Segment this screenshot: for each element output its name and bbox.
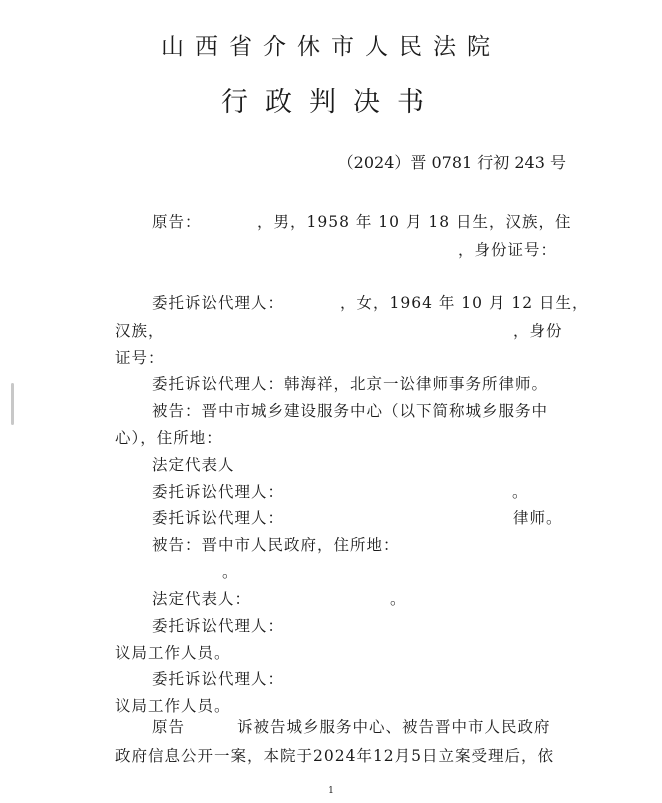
plaintiff-info: ，男，1958 年 10 月 18 日生，汉族，住 (257, 213, 572, 231)
page-number: 1 (328, 786, 334, 796)
defendant2-rep-end: 。 (390, 590, 407, 608)
case-summary-start: 原告 (152, 718, 186, 736)
defendant1-agent1-end: 。 (512, 483, 529, 501)
defendant2-rep-label: 法定代表人： (152, 590, 252, 608)
defendant1-address: 心），住所地： (115, 429, 223, 447)
defendant2-line: 被告：晋中市人民政府，住所地： (152, 536, 400, 554)
agent1-label: 委托诉讼代理人： (152, 294, 285, 312)
defendant2-agent2-role: 议局工作人员。 (115, 697, 231, 715)
court-name: 山西省介休市人民法院 (161, 34, 501, 60)
plaintiff-label: 原告： (152, 213, 202, 231)
agent1-id-label-a: ，身份 (513, 322, 563, 340)
case-summary-filing: 政府信息公开一案，本院于2024年12月5日立案受理后，依 (115, 747, 555, 765)
defendant1-line: 被告：晋中市城乡建设服务中心（以下简称城乡服务中 (152, 402, 549, 420)
document-title: 行政判决书 (221, 87, 441, 118)
defendant1-rep: 法定代表人 (152, 456, 235, 474)
defendant2-agent2-label: 委托诉讼代理人： (152, 670, 285, 688)
agent1-id-label-b: 证号： (115, 349, 165, 367)
defendant1-agent2-label: 委托诉讼代理人： (152, 509, 285, 527)
agent1-info: ，女，1964 年 10 月 12 日生， (340, 294, 589, 312)
defendant2-agent1-role: 议局工作人员。 (115, 644, 231, 662)
binding-mark (11, 383, 14, 425)
defendant2-agent1-label: 委托诉讼代理人： (152, 617, 285, 635)
defendant1-agent1-label: 委托诉讼代理人： (152, 483, 285, 501)
defendant1-agent2-end: 律师。 (513, 509, 563, 527)
defendant2-address-end: 。 (222, 563, 239, 581)
case-number: （2024）晋 0781 行初 243 号 (337, 153, 566, 172)
plaintiff-id-label: ，身份证号： (458, 241, 558, 259)
case-summary-parties: 诉被告城乡服务中心、被告晋中市人民政府 (237, 718, 551, 736)
agent2-line: 委托诉讼代理人：韩海祥，北京一讼律师事务所律师。 (152, 375, 549, 393)
agent1-ethnicity: 汉族， (115, 322, 165, 340)
